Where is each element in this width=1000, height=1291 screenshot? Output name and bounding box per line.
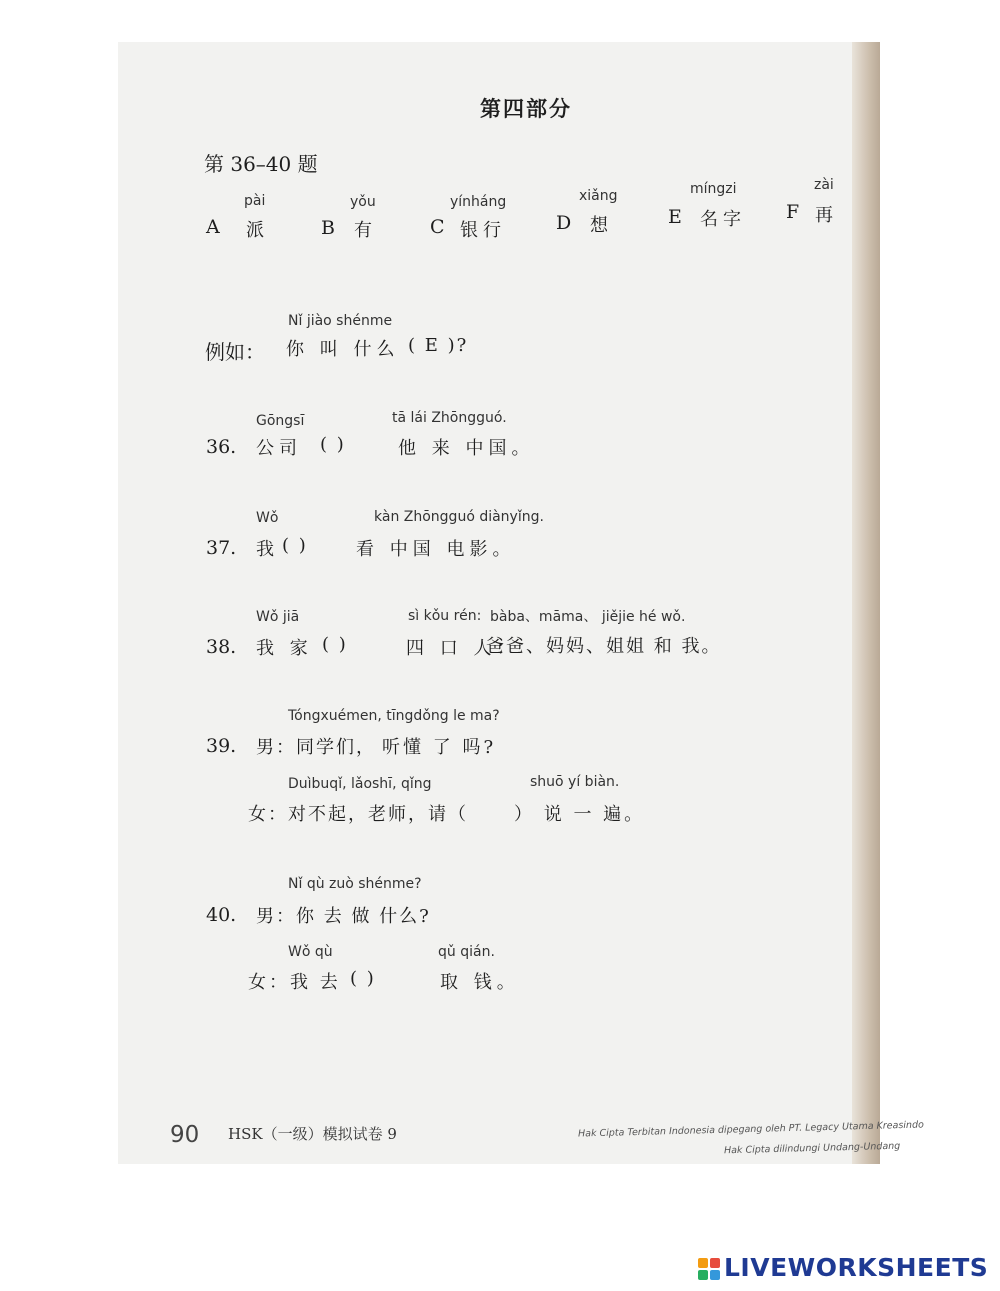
option-d-hanzi: 想 [590,215,613,236]
question-range: 第 36–40 题 [204,152,318,176]
q40-blank[interactable]: ( ) [350,968,376,989]
scanned-page [118,42,878,1164]
q40-pinyin-2: Wǒ qù [288,944,333,960]
q37-text-1: 我 [256,539,279,560]
q39-pinyin-2: Duìbuqǐ, lǎoshī, qǐng [288,776,432,792]
option-b-hanzi: 有 [354,220,377,241]
q36-pinyin-2: tā lái Zhōngguó. [392,410,507,426]
option-c-hanzi: 银行 [460,220,506,241]
q37-blank[interactable]: ( ) [282,535,308,556]
option-c-pinyin: yínháng [450,194,507,210]
q36-blank[interactable]: ( ) [320,434,346,455]
q39-woman-line-2: ） 说 一 遍。 [514,804,646,825]
page-number: 90 [170,1122,200,1148]
copyright-line-2: Hak Cipta dilindungi Undang-Undang [723,1140,901,1157]
q39-man-line: 男：同学们， [256,737,376,758]
liveworksheets-watermark[interactable]: LIVEWORKSHEETS [724,1253,989,1282]
option-b-pinyin: yǒu [350,194,376,210]
q39-pinyin-3: shuō yí biàn. [530,774,620,790]
q37-number: 37. [206,537,237,559]
q39-number: 39. [206,735,237,757]
book-title: HSK（一级）模拟试卷 9 [228,1125,397,1143]
option-b-letter: B [321,217,335,239]
q40-pinyin-1: Nǐ qù zuò shénme? [288,876,422,892]
example-text: 你 叫 什么 [286,339,400,360]
option-a-hanzi: 派 [246,220,269,241]
q36-number: 36. [206,436,237,458]
q38-number: 38. [206,636,237,658]
q39-pinyin-1: Tóngxuémen, tīngdǒng le ma? [288,708,500,724]
q40-woman-line: 女：我 去 [248,972,341,993]
example-label: 例如： [205,340,265,364]
option-c-letter: C [430,216,445,238]
q36-text-1: 公司 [256,438,302,459]
q36-text-2: 他 来 中国。 [398,438,535,459]
option-a-letter: A [206,216,220,238]
option-d-letter: D [556,212,572,234]
q39-man-line-2: 听懂 了 吗? [382,737,497,758]
q40-number: 40. [206,904,237,926]
liveworksheets-logo-icon [698,1258,720,1280]
q37-pinyin-1: Wǒ [256,510,279,526]
q38-pinyin-3: bàba、māma、 jiějie hé wǒ. [490,609,686,625]
copyright-line-1: Hak Cipta Terbitan Indonesia dipegang oleh PT. Legacy Utama Kreasindo [577,1119,924,1140]
q37-text-2: 看 中国 电影。 [356,539,516,560]
option-f-pinyin: zài [814,177,834,193]
q36-pinyin-1: Gōngsī [256,413,305,429]
option-a-pinyin: pài [244,193,266,209]
option-f-hanzi: 再 [815,205,838,226]
q38-blank[interactable]: ( ) [322,634,348,655]
section-title: 第四部分 [480,96,572,121]
q38-pinyin-1: Wǒ jiā [256,609,300,625]
q38-text-1: 我 家 [256,638,313,659]
q37-pinyin-2: kàn Zhōngguó diànyǐng. [374,509,544,525]
q40-man-line: 男：你 去 做 什么? [256,906,431,927]
example-pinyin: Nǐ jiào shénme [288,313,393,329]
option-e-letter: E [668,206,682,228]
option-e-pinyin: míngzi [690,181,737,197]
q39-blank[interactable] [468,798,508,822]
q38-text-3: 爸爸、妈妈、姐姐 和 我。 [486,636,722,657]
option-d-pinyin: xiǎng [579,188,618,204]
option-e-hanzi: 名字 [700,209,746,230]
q40-pinyin-3: qǔ qián. [438,944,495,960]
example-answer: ( E )? [408,335,469,356]
book-spine-shadow [852,42,880,1164]
q38-text-2: 四 口 人： [406,638,520,659]
q38-pinyin-2: sì kǒu rén: [408,608,482,624]
q39-woman-line: 女：对不起，老师，请（ [248,804,468,825]
q40-woman-line-2: 取 钱。 [440,972,520,993]
option-f-letter: F [786,201,800,223]
